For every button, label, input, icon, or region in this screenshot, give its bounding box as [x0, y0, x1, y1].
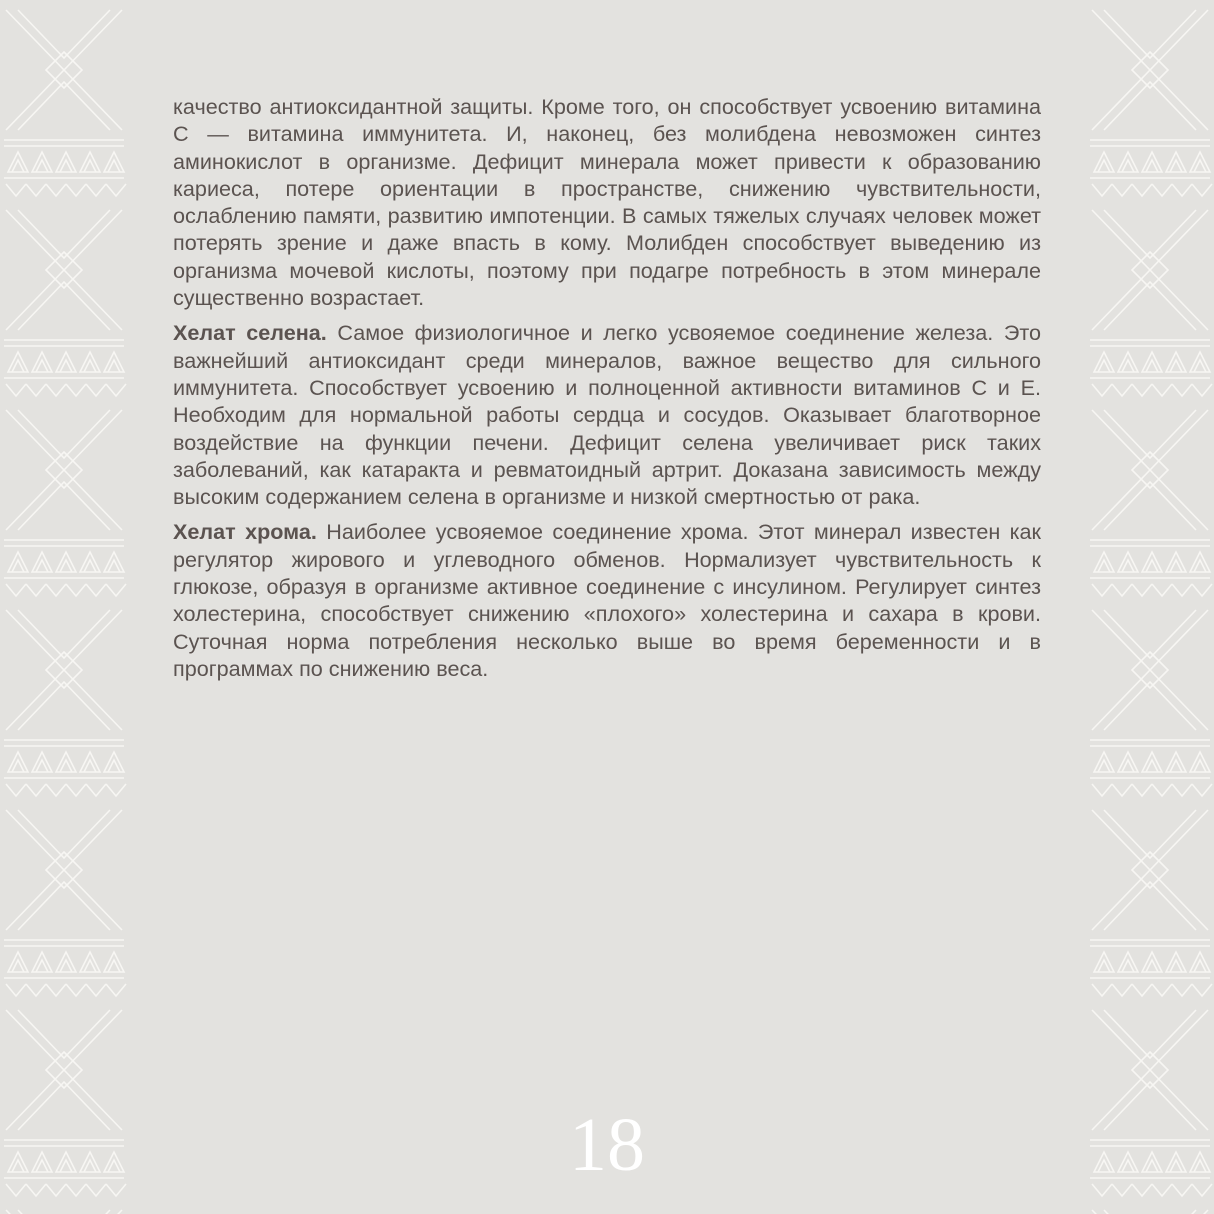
ornament-border-right [1086, 0, 1214, 1214]
paragraph-text: Наиболее усвояемое соединение хрома. Этот минерал известен как регулятор жирового и углеводного обменов. Нормализует чувствительность к глюкозе, образуя в организме активное соединение с инсулином. Регулирует синтез холестерина, способствует снижению «плохого» холестерина и сахара в крови. Суточная норма потребления несколько выше во время беременности и в программах по снижению веса. [173, 519, 1041, 681]
paragraph-text: Самое физиологичное и легко усвояемое соединение железа. Это важнейший антиоксидант среди минералов, важное вещество для сильного иммунитета. Способствует усвоению и полноценной активности витаминов С и Е. Необходим для нормальной работы сердца и сосудов. Оказывает благотворное воздействие на функции печени. Дефицит селена увеличивает риск таких заболеваний, как катаракта и ревматоидный артрит. Доказана зависимость между высоким содержанием селена в организме и низкой смертностью от рака. [173, 320, 1041, 510]
paragraph-lead: Хелат селена. [173, 320, 327, 346]
paragraph-text: качество антиоксидантной защиты. Кроме того, он способствует усвоению витамина С — витамина иммунитета. И, наконец, без молибдена невозможен синтез аминокислот в организме. Дефицит минерала может привести к образованию кариеса, потере ориентации в пространстве, снижению чувствительности, ослаблению памяти, развитию импотенции. В самых тяжелых случаях человек может потерять зрение и даже впасть в кому. Молибден способствует выведению из организма мочевой кислоты, поэтому при подагре потребность в этом минерале существенно возрастает. [173, 94, 1041, 311]
paragraph-molybdenum [173, 93, 1041, 311]
ornament-border-left [0, 0, 128, 1214]
paragraph-lead: Хелат хрома. [173, 519, 317, 545]
page-number: 18 [569, 1103, 645, 1187]
ornament-pattern-right [1086, 0, 1214, 1214]
paragraph-chromium [173, 518, 1041, 682]
paragraph-selenium [173, 319, 1041, 510]
ornament-pattern-left [0, 0, 128, 1214]
body-text [173, 93, 1041, 690]
